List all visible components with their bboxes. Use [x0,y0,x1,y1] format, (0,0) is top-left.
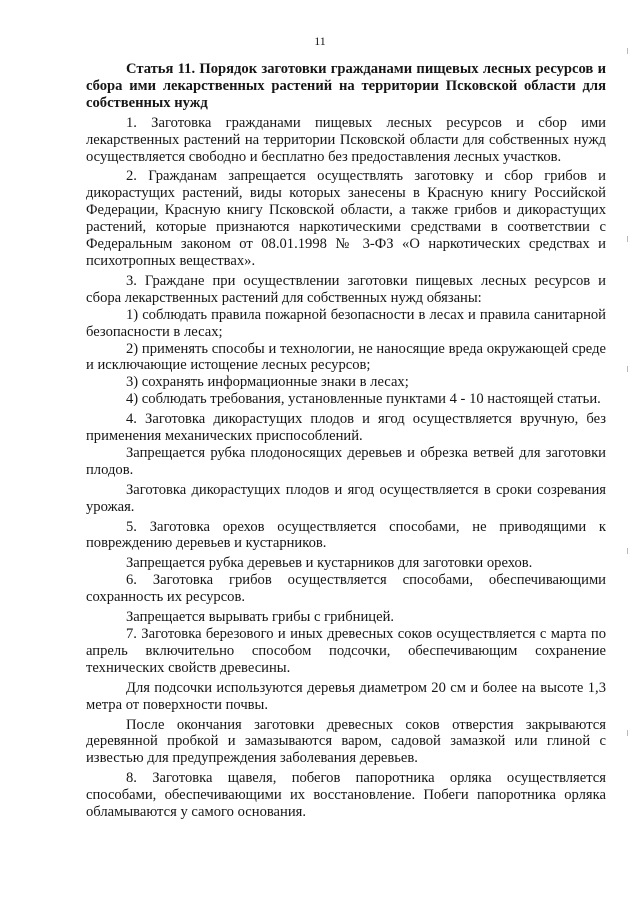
paragraph: 1. Заготовка гражданами пищевых лесных ресурсов и сбор ими лекарственных растений на территории Псковской области для собственных нужд осуществляется свободно и бесплатно без предоставления лесных участков. [86,114,606,165]
paragraph: Для подсочки используются деревья диаметром 20 см и более на высоте 1,3 метра от поверхности почвы. [86,679,606,713]
page-number: 11 [314,34,326,48]
scan-edge-mark [627,730,628,736]
paragraph: После окончания заготовки древесных соков отверстия закрываются деревянной пробкой и замазываются варом, садовой замазкой или глиной с известью для предупреждения заболевания деревьев. [86,716,606,767]
scan-edge-mark [627,236,628,242]
paragraph: 4. Заготовка дикорастущих плодов и ягод осуществляется вручную, без применения механических приспособлений. [86,411,606,445]
list-item: 4) соблюдать требования, установленные пунктами 4 - 10 настоящей статьи. [126,391,601,408]
paragraph: 5. Заготовка орехов осуществляется способами, не приводящими к повреждению деревьев и кустарников. [86,518,606,552]
list-item: 2) применять способы и технологии, не наносящие вреда окружающей среде и исключающие истощение лесных ресурсов; [86,340,606,374]
scan-edge-mark [627,366,628,372]
paragraph: Запрещается рубка деревьев и кустарников для заготовки орехов. [126,555,533,572]
list-item: 3) сохранять информационные знаки в лесах; [126,374,409,391]
paragraph: Запрещается рубка плодоносящих деревьев и обрезка ветвей для заготовки плодов. [86,444,606,478]
scan-edge-mark [627,48,628,54]
scan-edge-mark [627,548,628,554]
paragraph: 3. Граждане при осуществлении заготовки пищевых лесных ресурсов и сбора лекарственных растений для собственных нужд обязаны: [86,272,606,306]
paragraph: Заготовка дикорастущих плодов и ягод осуществляется в сроки созревания урожая. [86,481,606,515]
list-item: 1) соблюдать правила пожарной безопасности в лесах и правила санитарной безопасности в лесах; [86,306,606,340]
paragraph: 7. Заготовка березового и иных древесных соков осуществляется с марта по апрель включительно способом подсочки, обеспечивающим сохранение технических свойств древесины. [86,626,606,676]
paragraph: 8. Заготовка щавеля, побегов папоротника орляка осуществляется способами, обеспечивающими их восстановление. Побеги папоротника орляка обламываются у самого основания. [86,770,606,821]
paragraph: 6. Заготовка грибов осуществляется способами, обеспечивающими сохранность их ресурсов. [86,572,606,606]
paragraph: 2. Гражданам запрещается осуществлять заготовку и сбор грибов и дикорастущих растений, виды которых занесены в Красную книгу Российской Федерации, Красную книгу Псковской области, а также грибов и дикорастущих растений, которые признаются наркотическими средствами в соответствии с Федеральным законом от 08.01.1998 № 3-ФЗ «О наркотических средствах и психотропных веществах». [86,168,606,269]
paragraph: Запрещается вырывать грибы с грибницей. [126,609,395,626]
article-title: Статья 11. Порядок заготовки гражданами пищевых лесных ресурсов и сбора ими лекарственных растений на территории Псковской области для собственных нужд [86,61,606,111]
document-body [86,61,606,821]
